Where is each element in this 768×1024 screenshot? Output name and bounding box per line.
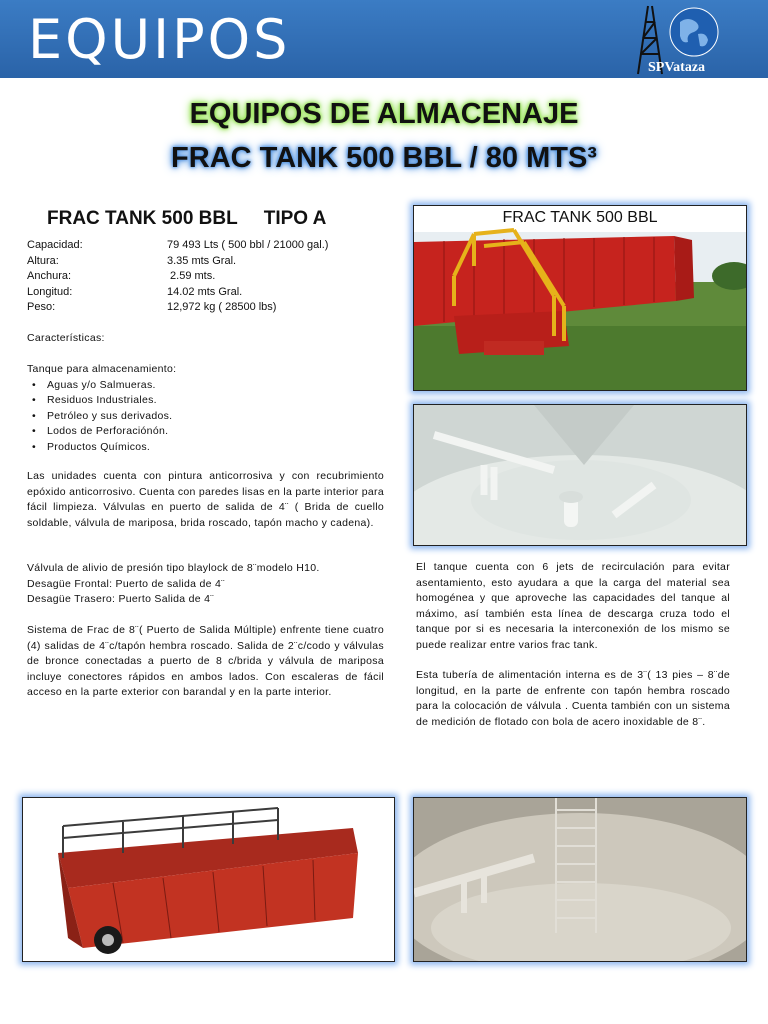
spec-value: 2.59 mts. <box>167 270 216 282</box>
spec-row <box>27 254 328 270</box>
list-item: • Aguas y/o Salmueras. <box>27 378 347 394</box>
product-subheading <box>47 208 326 230</box>
valvula-line: Desagüe Trasero: Puerto Salida de 4¨ <box>27 593 215 605</box>
tank-interior-illustration <box>414 405 747 546</box>
paragraph-jets: El tanque cuenta con 6 jets de recirculación para evitar asentamiento, esto ayudara a que la carga del material sea homogénea y que aproveche las capacidades del tanque al máximo, así también esta línea de descarga cruza todo el tanque por si es necesaria la interconexión de los mismo se puede realizar entre varios frac tank. <box>416 561 730 651</box>
spec-value: 12,972 kg ( 28500 lbs) <box>167 301 277 313</box>
subheading-name: FRAC TANK 500 BBL <box>47 208 238 229</box>
header-banner <box>0 0 768 78</box>
main-title: EQUIPOS DE ALMACENAJE <box>189 98 579 130</box>
tank-3d-illustration <box>23 798 395 962</box>
photo-tank-interior-jets <box>413 404 747 546</box>
valvula-line: Válvula de alivio de presión tipo blaylock de 8¨modelo H10. <box>27 562 320 574</box>
spec-value: 14.02 mts Gral. <box>167 285 243 298</box>
caracteristicas-label: Características: <box>27 332 105 344</box>
photo-tank-interior-ladder <box>413 797 747 962</box>
spec-row <box>27 238 328 254</box>
spec-label: Peso: <box>27 301 56 313</box>
list-item: • Residuos Industriales. <box>27 393 347 409</box>
spec-label: Longitud: <box>27 285 73 298</box>
valvula-block <box>27 561 384 608</box>
photo-caption: FRAC TANK 500 BBL <box>502 209 658 226</box>
list-item: • Lodos de Perforaciónón. <box>27 424 347 440</box>
spec-value: 79 493 Lts ( 500 bbl / 21000 gal.) <box>167 239 329 251</box>
subheading-type: TIPO A <box>263 208 327 229</box>
paragraph-pintura: Las unidades cuenta con pintura anticorrosiva y con recubrimiento epóxido anticorrosivo. Cuenta con paredes lisas en la parte interior para fácil limpieza. Válvulas en puerto de salida de 4¨ ( Brida de cuello soldable, válvula de mariposa, brida roscado, tapón macho y cadena). <box>27 470 384 529</box>
list-item: • Petróleo y sus derivados. <box>27 409 347 425</box>
tanque-intro: Tanque para almacenamiento: <box>27 363 177 375</box>
logo-text: SPVataza <box>648 60 706 75</box>
spec-row <box>27 300 328 316</box>
paragraph-sistema: Sistema de Frac de 8¨( Puerto de Salida Múltiple) enfrente tiene cuatro (4) salidas de 4¨c/tapón hembra roscado. Salida de 2¨c/codo y válvulas de bronce conectadas a puerto de 8 c/brida y válvula de mariposa incluye conectores rápidos en ambos lados. Con escaleras de fácil acceso en la parte exterior con barandal y en la parte interior. <box>27 624 384 698</box>
spec-row <box>27 269 328 285</box>
spec-label: Capacidad: <box>27 239 83 251</box>
paragraph-tuberia: Esta tubería de alimentación interna es de 3¨( 13 pies – 8¨de longitud, en la parte de enfrente con tapón hembra roscado para la colocación de válvula . Cuenta también con un sistema de medición de flotado con bola de acero inoxidable de 8¨. <box>416 669 730 728</box>
tank-exterior-illustration <box>414 206 747 391</box>
header-title: EQUIPOS <box>28 8 291 71</box>
tank-ladder-illustration <box>414 798 747 962</box>
product-title: FRAC TANK 500 BBL / 80 MTS³ <box>171 142 597 174</box>
spec-label: Altura: <box>27 254 59 267</box>
valvula-line: Desagüe Frontal: Puerto de salida de 4¨ <box>27 577 225 590</box>
photo-frac-tank-exterior <box>413 205 747 391</box>
spec-value: 3.35 mts Gral. <box>167 254 237 267</box>
spec-row <box>27 285 328 301</box>
list-item: • Productos Químicos. <box>27 440 347 456</box>
tanque-bullets <box>27 378 347 456</box>
tanque-list <box>27 362 347 455</box>
photo-tank-3d-model <box>22 797 395 962</box>
spec-label: Anchura: <box>27 270 72 282</box>
spec-table <box>27 238 328 316</box>
